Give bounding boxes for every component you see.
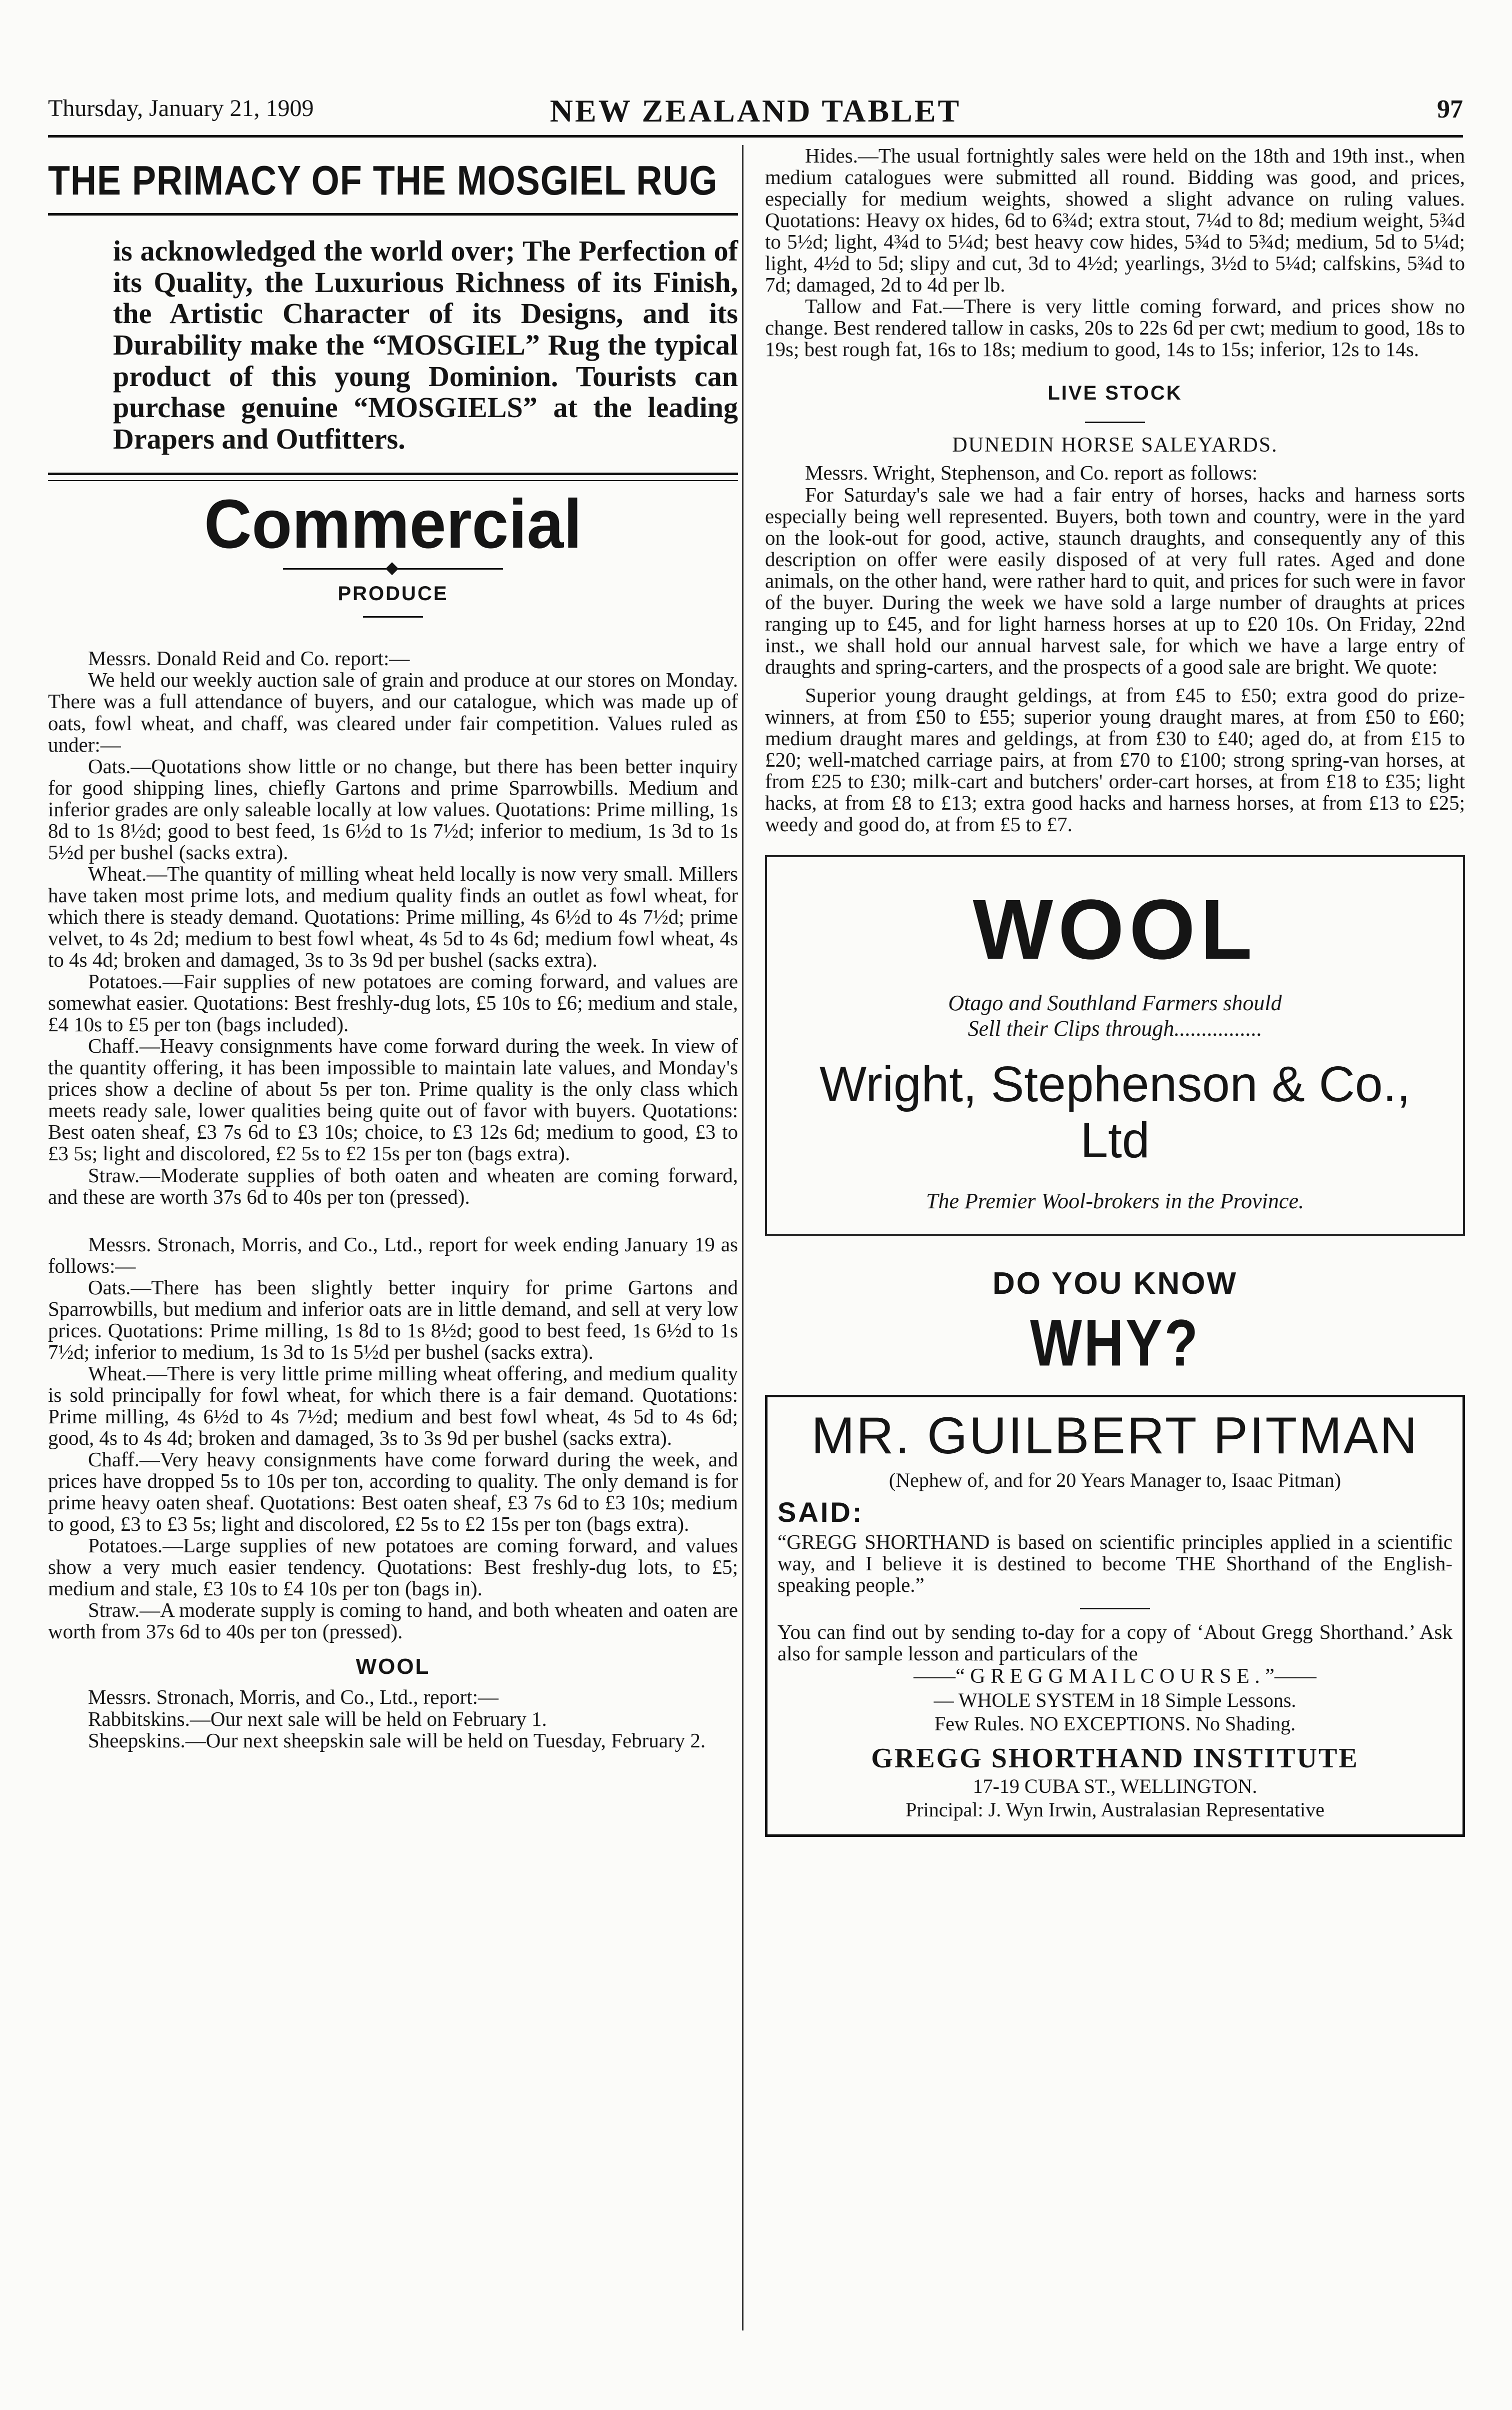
- stronach-chaff: Chaff.—Very heavy consignments have come forward during the week, and prices have dropped 5s to 10s per ton, according to quality. The only demand is for prime heavy oaten sheaf. Quotations: Best oaten sheaf, £3 7s 6d to £3 10s; medium to good, £3 to £3 5s; light and discolored, £2 5s to £2 15s per ton (bags extra).: [48, 1448, 738, 1536]
- pitman-find-out: You can find out by sending to-day for a copy of ‘About Gregg Shorthand.’ Ask also for sample lesson and particulars of the: [778, 1620, 1452, 1665]
- company-suffix: Ltd: [1080, 1112, 1150, 1169]
- pitman-kicker: DO YOU KNOW: [992, 1266, 1238, 1301]
- wool-heading: WOOL: [356, 1654, 430, 1679]
- livestock-heading: LIVE STOCK: [1048, 382, 1182, 405]
- livestock-body: For Saturday's sale we had a fair entry of horses, hacks and harness sorts especially being well represented. Buyers, both town and country, were in the yard on the look-out for good, active, staunch draughts, and consequently any of this description on offer were easily disposed of at very full rates. Aged and done animals, on the other hand, were rather hard to quit, and prices for such were in favor of the buyer. During the week we have sold a large number of draughts at prices ranging up to £45, and for light harness horses at up to £20 10s. On Friday, 22nd inst., we shall hold our annual harvest sale, for which we have a large entry of draughts and spring-carters, and the prospects of a good sale are bright. We quote:: [765, 483, 1465, 678]
- livestock-intro: Messrs. Wright, Stephenson, and Co. report as follows:: [805, 461, 1258, 485]
- stronach-wheat: Wheat.—There is very little prime milling wheat offering, and medium quality is sold principally for fowl wheat, for which there is a fair demand. Quotations: Prime milling, 4s 6½d to 4s 7½d; medium and best fowl wheat, 4s 5d to 4s 6d; good, 4s to 4s 4d; broken and damaged, 3s to 3s 9d per bushel (sacks extra).: [48, 1361, 738, 1450]
- reid-potatoes: Potatoes.—Fair supplies of new potatoes are coming forward, and values are somewhat easier. Quotations: Best freshly-dug lots, £5 10s to £6; medium and stale, £4 10s to £5 per ton (bags included).: [48, 970, 738, 1036]
- wool-rabbitskins: Rabbitskins.—Our next sale will be held on February 1.: [88, 1707, 547, 1730]
- wool-sheepskins: Sheepskins.—Our next sheepskin sale will be held on Tuesday, February 2.: [88, 1728, 706, 1752]
- stronach-straw: Straw.—A moderate supply is coming to hand, and both wheaten and oaten are worth from 37s 6d to 40s per ton (pressed).: [48, 1598, 738, 1643]
- mosgiel-body: is acknowledged the world over; The Perfection of its Quality, the Luxurious Richness of its Finish, the Artistic Character of its Designs, and its Durability make the “MOSGIEL” Rug the typical product of this young Dominion. Tourists can purchase genuine “MOSGIELS” at the leading Drapers and Outfitters.: [113, 235, 738, 455]
- divider: [1085, 422, 1145, 423]
- right-column: [765, 145, 1465, 1837]
- pitman-why: WHY?: [1030, 1306, 1200, 1380]
- reid-straw: Straw.—Moderate supplies of both oaten and wheaten are coming forward, and these are worth 37s 6d to 40s per ton (pressed).: [48, 1163, 738, 1208]
- mosgiel-heading: THE PRIMACY OF THE MOSGIEL RUG: [48, 158, 718, 204]
- hides-paragraph: Hides.—The usual fortnightly sales were held on the 18th and 19th inst., when medium catalogues were submitted all round. Bidding was good, and prices, especially for medium weights, showed a slight advance on ruling values. Quotations: Heavy ox hides, 6d to 6¾d; extra stout, 7¼d to 8d; medium weight, 5¾d to 5½d; light, 4¾d to 5¼d; best heavy cow hides, 5¾d to 5¾d; medium, 5d to 5¼d; light, 4½d to 5d; slipy and cut, 3d to 4½d; yearlings, 3½d to 5¼d; calfskins, 5¾d to 7d; damaged, 2d to 4d per lb.: [765, 144, 1465, 297]
- issue-date: Thursday, January 21, 1909: [48, 95, 314, 122]
- masthead: NEW ZEALAND TABLET: [550, 93, 962, 129]
- pitman-name: MR. GUILBERT PITMAN: [811, 1407, 1419, 1465]
- pitman-said: SAID:: [778, 1496, 864, 1528]
- divider: [1080, 1608, 1150, 1609]
- wool-ad-line2: Sell their Clips through................: [968, 1016, 1262, 1041]
- wool-advertisement: [765, 855, 1465, 1236]
- page-number: 97: [1437, 95, 1463, 124]
- section-title: Commercial: [204, 485, 582, 563]
- stronach-intro: Messrs. Stronach, Morris, and Co., Ltd., report for week ending January 19 as follows:—: [48, 1232, 738, 1277]
- stronach-potatoes: Potatoes.—Large supplies of new potatoes are coming forward, and values show a very much easier tendency. Quotations: Best freshly-dug lots, to £5; medium and stale, £3 10s to £4 10s per ton (bags in).: [48, 1534, 738, 1600]
- reid-wheat: Wheat.—The quantity of milling wheat held locally is now very small. Millers have taken most prime lots, and medium quality finds an outlet as fowl wheat, for which there is steady demand. Quotations: Prime milling, 4s 6½d to 4s 7½d; prime velvet, to 4s 2d; medium to best fowl wheat, 4s 5d to 4s 6d; medium fowl wheat, 4s to 4s 4d; broken and damaged, 3s to 3s 9d per bushel (sacks extra).: [48, 862, 738, 972]
- livestock-quote: Superior young draught geldings, at from £45 to £50; extra good do prize-winners, at from £50 to £55; superior young draught mares, at from £50 to £60; medium draught mares and geldings, at from £30 to £40; aged do, at from £15 to £20; well-matched carriage pairs, at from £70 to £100; strong spring-van horses, at from £25 to £30; milk-cart and butchers' order-cart horses, at from £18 to £35; light hacks, at from £8 to £13; extra good hacks and harness horses, at from £13 to £25; weedy and good do, at from £5 to £7.: [765, 683, 1465, 836]
- left-column: [48, 145, 738, 1751]
- divider: [48, 480, 738, 481]
- saleyards-heading: DUNEDIN HORSE SALEYARDS.: [952, 434, 1278, 457]
- institute-name: GREGG SHORTHAND INSTITUTE: [871, 1742, 1359, 1774]
- wool-ad-title: WOOL: [972, 882, 1258, 978]
- wool-ad-tagline: The Premier Wool-brokers in the Province.: [926, 1189, 1304, 1214]
- reid-oats: Oats.—Quotations show little or no change, but there has been better inquiry for good shipping lines, chiefly Gartons and prime Sparrowbills. Medium and inferior grades are only saleable locally at low values. Quotations: Prime milling, 1s 8d to 1s 8½d; good to best feed, 1s 6½d to 1s 7½d; inferior to medium, 1s 3d to 1s 5½d per bushel (sacks extra).: [48, 754, 738, 864]
- divider: [48, 473, 738, 475]
- wool-intro: Messrs. Stronach, Morris, and Co., Ltd., report:—: [88, 1685, 499, 1709]
- company-name: Wright, Stephenson & Co.,: [819, 1056, 1411, 1113]
- reid-general: We held our weekly auction sale of grain and produce at our stores on Monday. There was a full attendance of buyers, and our catalogue, which was made up of oats, fowl wheat, and chaff, was cleared under fair competition. Values ruled as under:—: [48, 668, 738, 756]
- pitman-quote: “GREGG SHORTHAND is based on scientific principles applied in a scientific way, and I believe it is destined to become THE Shorthand of the English-speaking people.”: [778, 1530, 1452, 1596]
- column-rule: [742, 145, 744, 2330]
- ornament-rule: [283, 559, 503, 578]
- rules-line: Few Rules. NO EXCEPTIONS. No Shading.: [934, 1712, 1296, 1735]
- tallow-paragraph: Tallow and Fat.—There is very little coming forward, and prices show no change. Best rendered tallow in casks, 20s to 22s 6d per cwt; medium to good, 18s to 19s; best rough fat, 16s to 18s; medium to good, 14s to 15s; inferior, 12s to 14s.: [765, 295, 1465, 361]
- page-header: [48, 93, 1463, 131]
- stronach-oats: Oats.—There has been slightly better inquiry for prime Gartons and Sparrowbills, but medium and inferior oats are in little demand, and sell at very low prices. Quotations: Prime milling, 1s 8d to 1s 8½d; good to best feed, 1s 6½d to 1s 7½d; inferior to medium, 1s 3d to 1s 5½d per bushel (sacks extra).: [48, 1275, 738, 1363]
- institute-principal: Principal: J. Wyn Irwin, Australasian Representative: [906, 1798, 1324, 1821]
- wool-ad-line1: Otago and Southland Farmers should: [948, 991, 1282, 1016]
- institute-address: 17-19 CUBA ST., WELLINGTON.: [972, 1774, 1258, 1797]
- header-rule: [48, 135, 1463, 138]
- reid-intro: Messrs. Donald Reid and Co. report:—: [88, 647, 410, 670]
- divider: [363, 616, 423, 618]
- reid-chaff: Chaff.—Heavy consignments have come forward during the week. In view of the quantity offering, it has been impossible to maintain late values, and Monday's prices show a decline of about 5s per ton. Prime quality is the only class which meets ready sale, lower qualities being quite out of favor with buyers. Quotations: Best oaten sheaf, £3 7s 6d to £3 10s; choice, to £3 12s 6d; medium to good, £3 to £3 5s; light and discolored, £2 5s to £2 15s per ton (bags extra).: [48, 1034, 738, 1165]
- pitman-advertisement: [765, 1395, 1465, 1837]
- pitman-nephew: (Nephew of, and for 20 Years Manager to, Isaac Pitman): [888, 1468, 1342, 1491]
- diamond-icon: ◆: [386, 559, 399, 578]
- divider: [48, 213, 738, 216]
- produce-heading: PRODUCE: [338, 583, 448, 605]
- whole-system: — WHOLE SYSTEM in 18 Simple Lessons.: [934, 1688, 1296, 1711]
- mail-course: ——“ G R E G G M A I L C O U R S E . ”——: [914, 1664, 1316, 1688]
